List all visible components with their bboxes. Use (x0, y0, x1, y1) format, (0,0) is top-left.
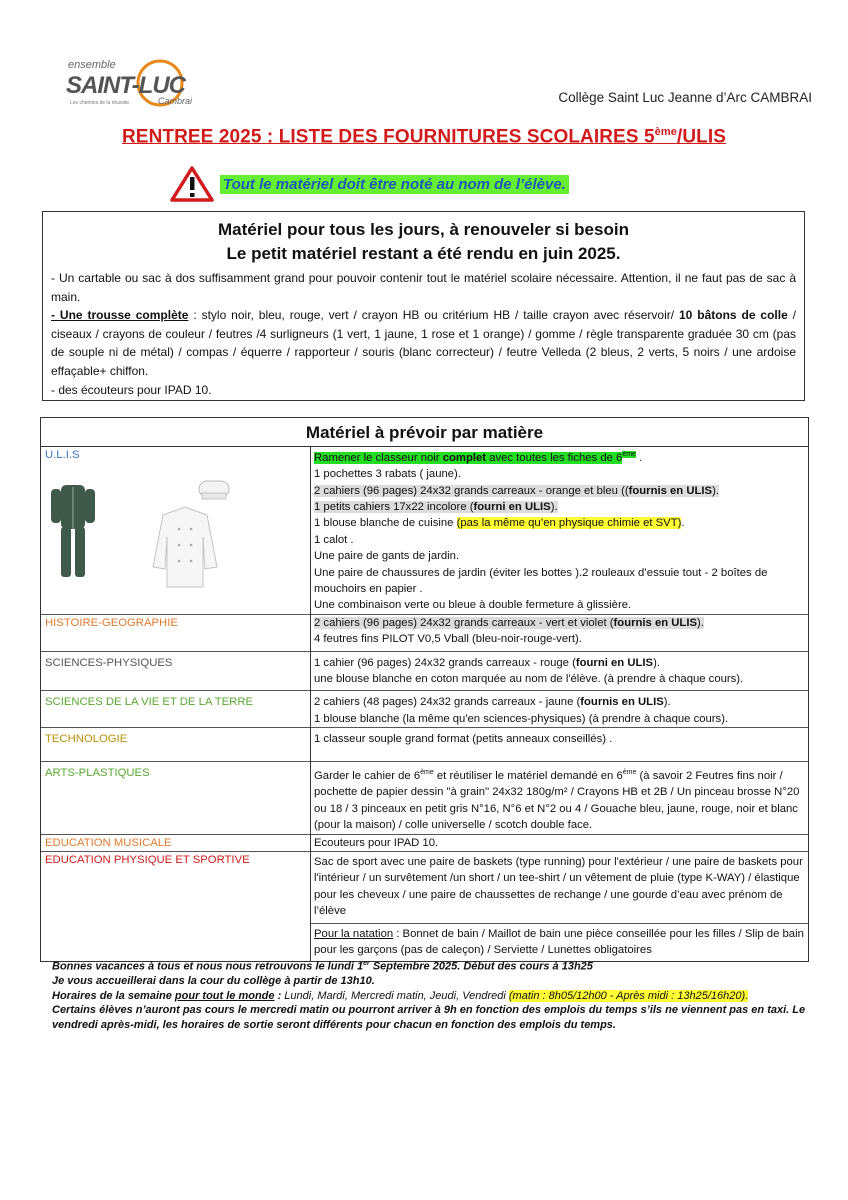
content-svt (311, 691, 809, 728)
ulis-l5c: . (681, 517, 685, 530)
footer-l3c: : (274, 989, 285, 1002)
ulis-line-8: Une paire de chaussures de jardin (éviter les bottes ).2 rouleaux d’essuie tout - 2 boîtes de mouchoirs en papier . (314, 566, 768, 596)
page-title (0, 126, 848, 148)
subject-name-musique: EDUCATION MUSICALE (41, 834, 311, 851)
physique-l1b: fourni en ULIS (575, 656, 654, 669)
subject-name-svt: SCIENCES DE LA VIE ET DE LA TERRE (41, 691, 311, 728)
kit-label: - Une trousse complète (51, 308, 189, 323)
ulis-line-9: Une combinaison verte ou bleue à double fermeture à glissière. (314, 599, 632, 612)
footer-line-4: Certains élèves n’auront pas cours le mercredi matin ou pourront arriver à 9h en fonction des emplois du temps s’ils ne viennent pas en taxi. Le vendredi après-midi, les horaires de sortie seront différents pour chacun en fonction des emplois du temps. (52, 1004, 806, 1032)
ulis-line-5 (314, 515, 805, 531)
arts-s1: ème (420, 769, 434, 777)
arts-t3: (à savoir 2 Feutres fins noir / pochette de papier dessin "à grain" 24x32 180g/m² / Crayons HB et 2B / Un pinceau brosse N°20 ou 18 / 3 pinceaux en petit gris N°16, N°6 et N°2 ou 4 / Gouache bleu, jaune, rouge, noir et blanc (pour la maison) / colle universelle / scotch double face. (314, 770, 800, 832)
daily-heading-line1: Matériel pour tous les jours, à renouveler si besoin (218, 220, 629, 239)
eps-swim-label: Pour la natation (314, 927, 394, 940)
footer-l3d: Lundi, Mardi, Mercredi matin, Jeudi, Vendredi (284, 989, 509, 1002)
footer-line-2: Je vous accueillerai dans la cour du collège à partir de 13h10. (52, 975, 375, 988)
physique-l1a: 1 cahier (96 pages) 24x32 grands carreaux - rouge ( (314, 656, 576, 669)
histoire-line-2: 4 feutres fins PILOT V0,5 Vball (bleu-noir-rouge-vert). (314, 633, 582, 646)
footer-l1sup: er (363, 960, 370, 967)
footer-l3e: (matin : 8h05/12h00 - Après midi : 13h25/16h20). (508, 989, 749, 1002)
row-ulis (41, 447, 808, 614)
footer-l3a: Horaires de la semaine (52, 989, 175, 1002)
svt-l1b: fournis en ULIS (580, 696, 664, 709)
ulis-l3a: 2 cahiers (96 pages) 24x32 grands carreaux - orange et bleu (( (314, 484, 629, 497)
svt-line-1 (314, 694, 805, 710)
histoire-l1c: ). (697, 616, 704, 629)
footer-l1b: Septembre 2025. Début des cours à 13h25 (369, 960, 593, 973)
arts-t2: et réutiliser le matériel demandé en 6 (433, 770, 623, 783)
daily-headphones-line: - des écouteurs pour IPAD 10. (51, 382, 212, 397)
footer-line-3 (52, 989, 807, 1004)
ulis-line-1 (314, 447, 805, 466)
ulis-line-3 (314, 483, 805, 499)
row-physique (41, 651, 808, 691)
title-main: RENTREE 2025 : LISTE DES FOURNITURES SCOLAIRES 5 (121, 126, 655, 148)
content-eps (311, 852, 809, 961)
warning-icon (170, 166, 214, 202)
eps-paragraph-2 (311, 923, 808, 961)
daily-kit-line (51, 306, 796, 380)
daily-heading-line2: Le petit matériel restant a été rendu en juin 2025. (226, 244, 621, 263)
subject-name-histoire: HISTOIRE-GEOGRAPHIE (41, 614, 311, 651)
subject-name-physique: SCIENCES-PHYSIQUES (41, 651, 311, 691)
logo-city-text: Cambrai (158, 96, 192, 106)
footer-line-1 (52, 957, 807, 974)
ulis-l4c: ). (550, 500, 558, 513)
ulis-l1b: complet (442, 451, 487, 464)
row-histoire (41, 614, 808, 651)
logo-sub-text: Les chemins de la réussite (70, 100, 130, 106)
kit-text-1: : stylo noir, bleu, rouge, vert / crayon HB ou critérium HB / taille crayon avec réservoir/ (188, 308, 679, 323)
ulis-line-6: 1 calot . (314, 533, 354, 546)
subject-ulis (41, 447, 311, 614)
ulis-line-2: 1 pochettes 3 rabats ( jaune). (314, 468, 461, 481)
row-techno (41, 728, 808, 762)
ulis-l1d: . (635, 451, 643, 464)
subjects-heading: Matériel à prévoir par matière (41, 418, 808, 447)
content-techno: 1 classeur souple grand format (petits anneaux conseillés) . (311, 728, 809, 762)
logo-top-text: ensemble (68, 59, 116, 71)
subject-name-ulis: U.L.I.S (45, 449, 80, 461)
ulis-l5a: 1 blouse blanche de cuisine (314, 517, 457, 530)
logo-main-text: SAINT-LUC (66, 72, 185, 99)
footer-notes (52, 957, 807, 1033)
row-svt (41, 691, 808, 728)
warning-text: Tout le matériel doit être noté au nom de l’élève. (220, 175, 569, 194)
daily-body (43, 269, 804, 399)
title-sup: ème (654, 126, 677, 138)
daily-materials-box (42, 211, 805, 401)
ulis-l3b: fournis en ULIS (628, 484, 713, 497)
coverall-image (51, 485, 95, 577)
ulis-l3c: ). (712, 484, 719, 497)
warning-banner (170, 166, 569, 202)
content-musique: Ecouteurs pour IPAD 10. (311, 834, 809, 851)
physique-l1c: ). (653, 656, 660, 669)
ulis-line-4 (314, 499, 805, 515)
row-musique (41, 834, 808, 851)
ulis-line-7: Une paire de gants de jardin. (314, 550, 460, 563)
row-arts (41, 762, 808, 834)
school-name: Collège Saint Luc Jeanne d’Arc CAMBRAI (558, 90, 812, 105)
physique-line-2: une blouse blanche en coton marquée au nom de l'élève. (à prendre à chaque cours). (314, 673, 744, 686)
ulis-l4a: 1 petits cahiers 17x22 incolore ( (314, 500, 474, 513)
physique-line-1 (314, 655, 805, 671)
content-physique (311, 651, 809, 691)
cook-jacket-image (153, 507, 217, 587)
arts-s2: ème (622, 769, 637, 777)
kit-bold: 10 bâtons de colle (678, 308, 788, 323)
ulis-l1sup: ème (622, 451, 636, 458)
daily-heading (43, 218, 804, 266)
subject-name-eps: EDUCATION PHYSIQUE ET SPORTIVE (41, 852, 311, 961)
svt-l1a: 2 cahiers (48 pages) 24x32 grands carreaux - jaune ( (314, 696, 581, 709)
row-eps (41, 852, 808, 961)
ulis-l1c: avec toutes les fiches de 6 (486, 451, 623, 464)
svt-line-2: 1 blouse blanche (la même qu'en sciences-physiques) (à prendre à chaque cours). (314, 712, 729, 725)
school-logo (62, 53, 192, 115)
eps-paragraph-1: Sac de sport avec une paire de baskets (type running) pour l'extérieur / une paire de baskets pour l'intérieur / un survêtement /un short / un tee-shirt / un vêtement de pluie (type K-WAY) / élastique pour les cheveux / une paire de chaussettes de rechange / une gourde d’eau avec prénom de l’élève (314, 856, 803, 918)
kit-text-2: / ciseaux / crayons de couleur / feutres /4 surligneurs (1 vert, 1 jaune, 1 rose et 1 orange) / gomme / règle transparente graduée 30 cm (pas de souple ni de métal) / compas / équerre / rapporteur / souris (blanc correcteur) / feutre Velleda (2 bleus, 2 verts, 5 noirs / une ardoise effaçable+ chiffon. (51, 308, 796, 378)
content-histoire (311, 614, 809, 651)
arts-t1: Garder le cahier de 6 (314, 770, 421, 783)
footer-l1a: Bonnes vacances à tous et nous nous retrouvons le lundi 1 (52, 960, 364, 973)
subjects-table (41, 447, 808, 961)
eps-swim-text: : Bonnet de bain / Maillot de bain une pièce conseillée pour les filles / Slip de bain pour les garçons (pas de caleçon) / Serviette / Lunettes obligatoires (314, 927, 804, 957)
title-end: /ULIS (676, 126, 727, 148)
chef-hat-image (199, 481, 229, 499)
histoire-l1b: fournis en ULIS (613, 616, 698, 629)
ulis-l5b: (pas la même qu’en physique chimie et SVT) (456, 517, 682, 530)
subjects-box (40, 417, 809, 962)
content-ulis (311, 447, 809, 614)
svt-l1c: ). (663, 696, 671, 709)
subject-name-arts: ARTS-PLASTIQUES (41, 762, 311, 834)
ulis-illustrations (45, 463, 307, 608)
footer-l3b: pour tout le monde (174, 989, 275, 1002)
histoire-l1a: 2 cahiers (96 pages) 24x32 grands carreaux - vert et violet ( (314, 616, 614, 629)
daily-bag-line: - Un cartable ou sac à dos suffisamment grand pour pouvoir contenir tout le matériel scolaire nécessaire. Attention, il ne faut pas de sac à main. (51, 271, 796, 304)
ulis-l4b: fourni en ULIS (473, 500, 551, 513)
histoire-line-1 (314, 615, 805, 631)
subject-name-techno: TECHNOLOGIE (41, 728, 311, 762)
content-arts (311, 762, 809, 834)
ulis-l1a: Ramener le classeur noir (314, 451, 443, 464)
